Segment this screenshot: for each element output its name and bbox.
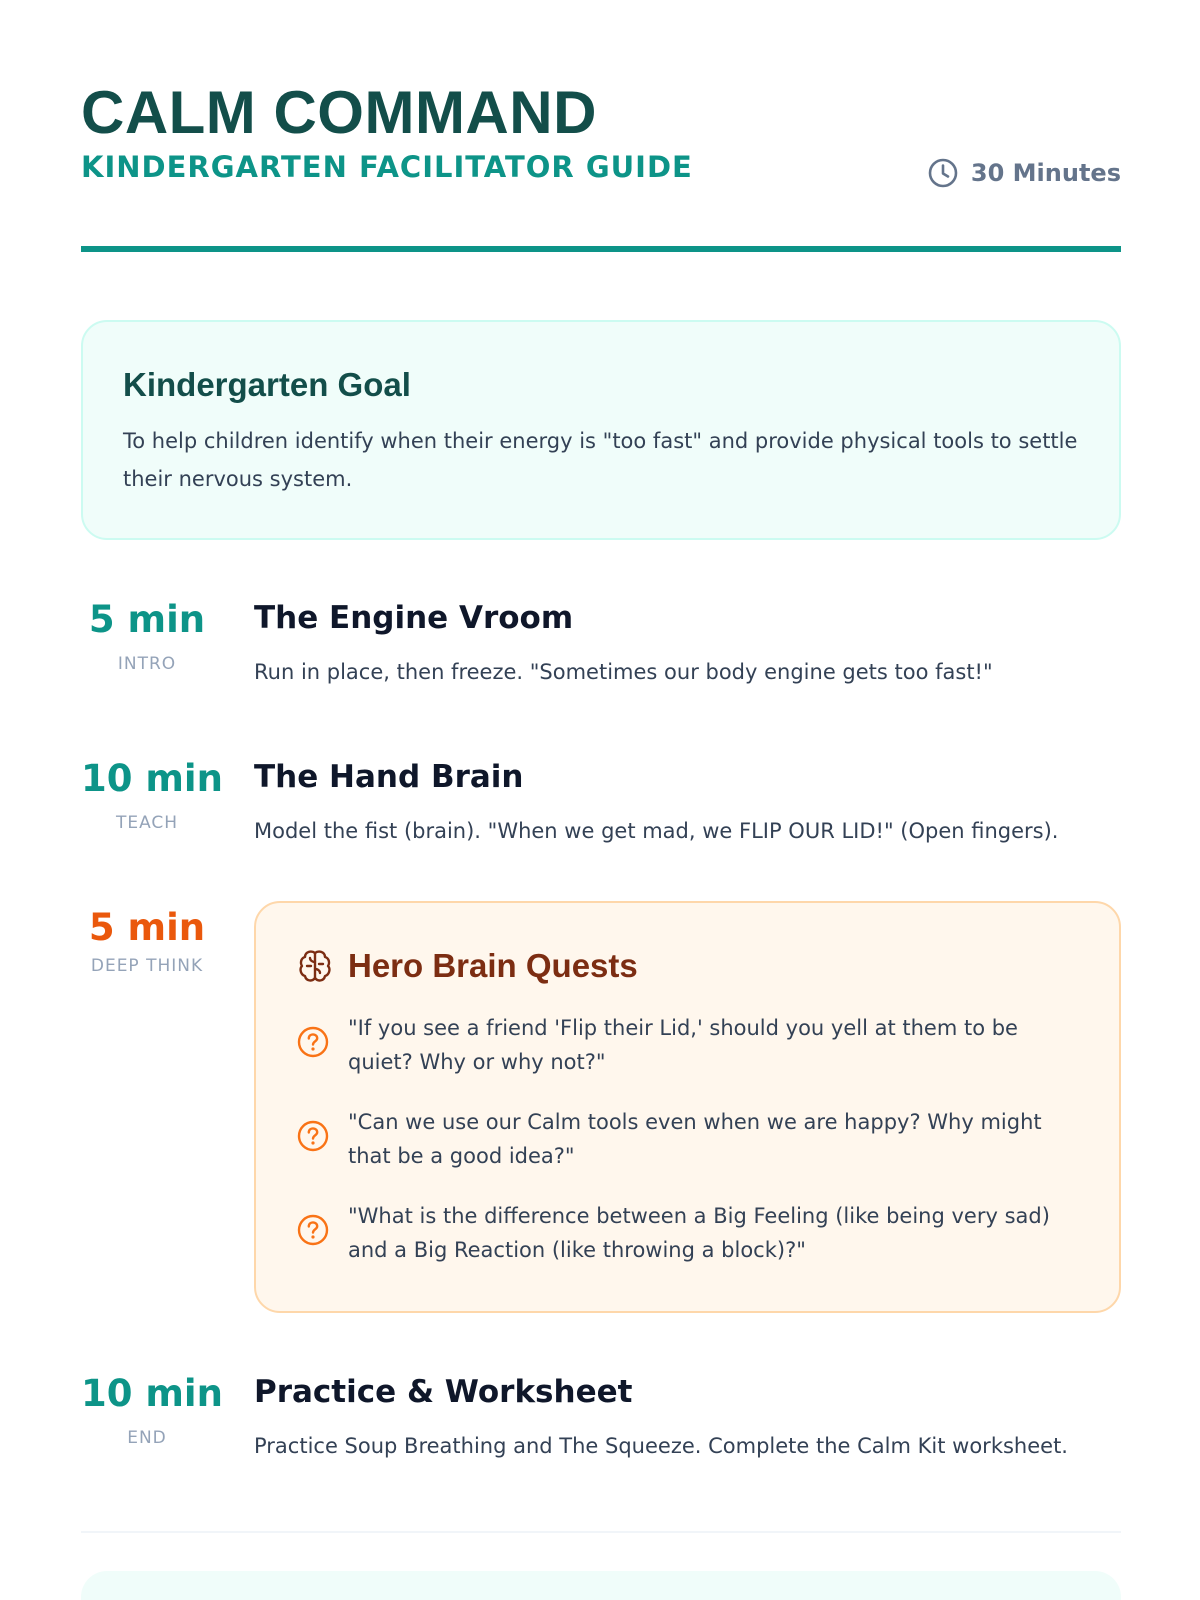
step-content	[254, 1372, 1121, 1458]
time-value: 10 min	[81, 1372, 223, 1415]
goal-title: Kindergarten Goal	[123, 366, 411, 403]
quest-question	[296, 1105, 1079, 1173]
question-text: "What is the difference between a Big Feeling (like being very sad) and a Big Reaction (like throwing a block)?"	[348, 1204, 1050, 1262]
time-value: 5 min	[88, 598, 206, 641]
time-value: 10 min	[81, 757, 223, 800]
step-text: Practice Soup Breathing and The Squeeze. Complete the Calm Kit worksheet.	[254, 1434, 1068, 1458]
quest-question	[296, 1011, 1079, 1079]
step-content	[254, 757, 1121, 843]
section-divider	[81, 1531, 1121, 1533]
question-circle-icon	[296, 1199, 330, 1267]
step-title: The Engine Vroom	[254, 600, 574, 636]
hero-brain-quests-card	[254, 901, 1121, 1313]
time-value: 5 min	[88, 906, 206, 949]
step-text: Run in place, then freeze. "Sometimes our body engine gets too fast!"	[254, 660, 993, 684]
page-subtitle: KINDERGARTEN FACILITATOR GUIDE	[81, 150, 693, 184]
clock-icon	[927, 157, 959, 189]
duration-badge	[927, 155, 1121, 191]
time-block	[81, 598, 213, 674]
time-block	[81, 906, 213, 976]
goal-text: To help children identify when their energy is "too fast" and provide physical tools to settle their nervous system.	[123, 429, 1078, 491]
time-label: TEACH	[115, 813, 179, 833]
page-title: CALM COMMAND	[81, 79, 597, 146]
quest-header	[296, 947, 1079, 985]
brain-icon	[296, 947, 334, 985]
step-title: Practice & Worksheet	[254, 1374, 633, 1410]
time-block	[81, 757, 223, 833]
quest-title: Hero Brain Quests	[348, 947, 638, 984]
question-circle-icon	[296, 1011, 330, 1079]
step-content	[254, 598, 1121, 684]
question-text: "If you see a friend 'Flip their Lid,' should you yell at them to be quiet? Why or why not?"	[348, 1016, 1018, 1074]
time-block	[81, 1372, 223, 1448]
time-label: DEEP THINK	[90, 956, 204, 976]
step-title: The Hand Brain	[254, 759, 524, 795]
question-circle-icon	[296, 1105, 330, 1173]
time-label: END	[127, 1428, 167, 1448]
duration-text: 30 Minutes	[970, 159, 1121, 187]
next-section-card	[81, 1571, 1121, 1600]
step-text: Model the fist (brain). "When we get mad, we FLIP OUR LID!" (Open fingers).	[254, 819, 1059, 843]
goal-card	[81, 320, 1121, 540]
time-label: INTRO	[117, 654, 177, 674]
quest-question	[296, 1199, 1079, 1267]
header-divider	[81, 246, 1121, 252]
question-text: "Can we use our Calm tools even when we are happy? Why might that be a good idea?"	[348, 1110, 1042, 1168]
